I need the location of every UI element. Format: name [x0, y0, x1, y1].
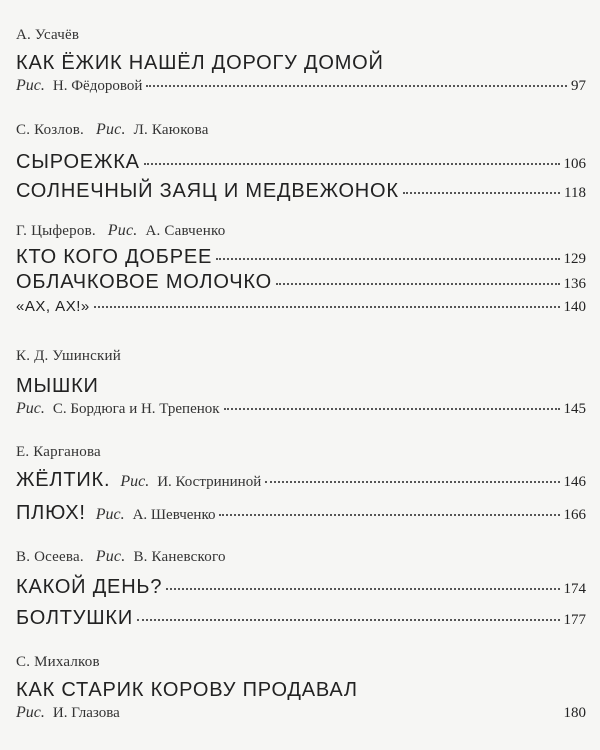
toc-credit-row — [16, 77, 586, 95]
page-number: 174 — [563, 581, 586, 597]
toc-entry[interactable] — [16, 180, 586, 203]
toc-section — [16, 121, 586, 203]
page-number: 177 — [563, 612, 586, 628]
dot-leader — [124, 712, 560, 714]
page-number: 166 — [563, 507, 586, 523]
page-number: 146 — [563, 474, 586, 490]
author-name: С. Михалков — [16, 654, 100, 670]
toc-section — [16, 347, 586, 418]
illustrator-credit: Рис. И. Глазова — [16, 704, 120, 721]
toc-section — [16, 26, 586, 95]
author-name: К. Д. Ушинский — [16, 348, 121, 364]
page-number: 118 — [564, 185, 586, 201]
toc-entry[interactable] — [16, 576, 586, 599]
page-number: 140 — [563, 299, 586, 315]
story-title: СОЛНЕЧНЫЙ ЗАЯЦ И МЕДВЕЖОНОК — [16, 180, 399, 202]
toc-entry[interactable] — [16, 375, 586, 398]
dot-leader — [146, 85, 567, 87]
story-title: КАК СТАРИК КОРОВУ ПРОДАВАЛ — [16, 679, 358, 701]
dot-leader — [216, 258, 559, 260]
toc-section — [16, 443, 586, 525]
story-title: ПЛЮХ! — [16, 502, 86, 524]
author-name: Е. Карганова — [16, 444, 101, 460]
toc-entry[interactable] — [16, 246, 586, 269]
story-title: ОБЛАЧКОВОЕ МОЛОЧКО — [16, 271, 272, 293]
dot-leader — [219, 514, 559, 516]
toc-section — [16, 222, 586, 316]
story-title: БОЛТУШКИ — [16, 607, 134, 629]
illustrator-credit: Рис. А. Шевченко — [95, 506, 216, 523]
dot-leader — [276, 283, 560, 285]
author-name: А. Усачёв — [16, 27, 80, 43]
story-title: КТО КОГО ДОБРЕЕ — [16, 246, 213, 268]
page-number: 145 — [563, 401, 586, 417]
toc-entry[interactable] — [16, 298, 586, 316]
toc-section — [16, 653, 586, 722]
story-title: КАК ЁЖИК НАШЁЛ ДОРОГУ ДОМОЙ — [16, 52, 384, 74]
author-name: В. Осеева. Рис. В. Каневского — [16, 548, 226, 565]
toc-credit-row — [16, 400, 586, 418]
toc-section — [16, 548, 586, 630]
dot-leader — [224, 408, 560, 410]
page-number: 106 — [563, 156, 586, 172]
illustrator-credit: Рис. Н. Фёдоровой — [16, 77, 143, 94]
dot-leader — [265, 481, 559, 483]
illustrator-credit: Рис. И. Кострининой — [120, 473, 262, 490]
toc-entry[interactable] — [16, 52, 586, 75]
dot-leader — [94, 306, 560, 308]
page-number: 136 — [563, 276, 586, 292]
author-name: С. Козлов. Рис. Л. Каюкова — [16, 121, 209, 138]
page-number: 129 — [563, 251, 586, 267]
story-title: КАКОЙ ДЕНЬ? — [16, 576, 163, 598]
story-title: МЫШКИ — [16, 375, 99, 397]
illustrator-credit: Рис. С. Бордюга и Н. Трепенок — [16, 400, 220, 417]
toc-entry[interactable] — [16, 607, 586, 630]
page-number: 180 — [563, 705, 586, 721]
dot-leader — [166, 588, 559, 590]
dot-leader — [403, 192, 560, 194]
author-name: Г. Цыферов. Рис. А. Савченко — [16, 222, 226, 239]
story-title: СЫРОЕЖКА — [16, 151, 140, 173]
dot-leader — [144, 163, 560, 165]
toc-entry[interactable] — [16, 679, 586, 702]
toc-entry[interactable] — [16, 271, 586, 294]
dot-leader — [137, 619, 559, 621]
toc-entry[interactable] — [16, 151, 586, 174]
page-number: 97 — [571, 78, 586, 94]
toc-entry[interactable] — [16, 469, 586, 492]
toc-entry[interactable] — [16, 502, 586, 525]
toc-credit-row — [16, 704, 586, 722]
story-title: ЖЁЛТИК. — [16, 469, 111, 491]
story-title: «АХ, АХ!» — [16, 298, 90, 315]
